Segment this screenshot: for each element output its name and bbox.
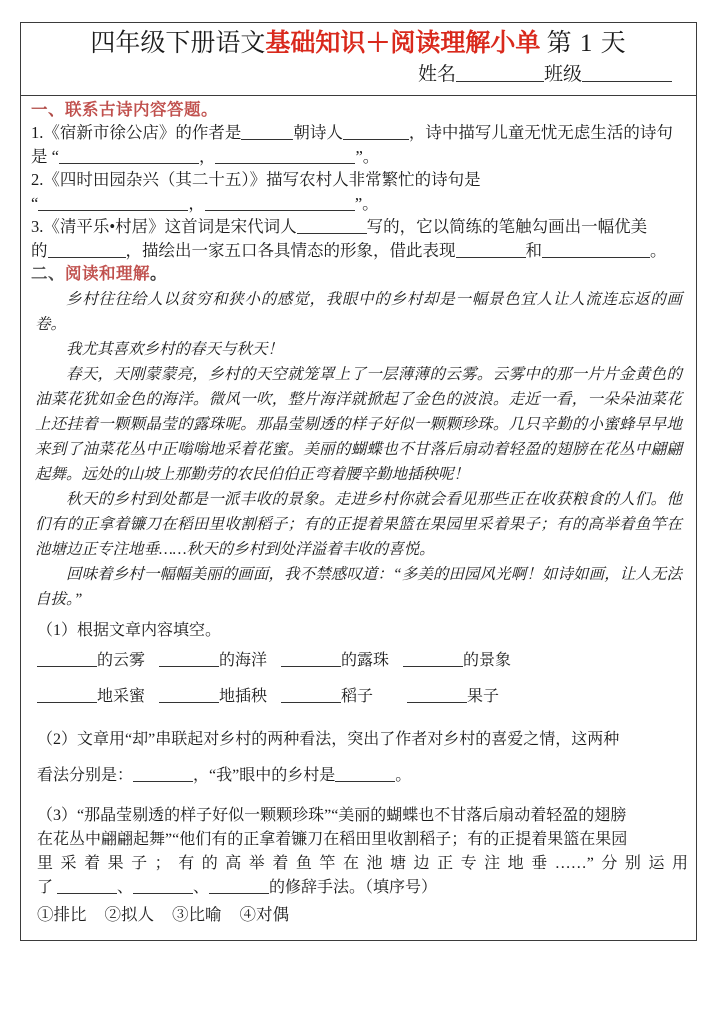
q1-text-a: 1.《宿新市徐公店》的作者是 <box>31 123 242 142</box>
header-cell <box>21 23 696 96</box>
fill-blank-6[interactable] <box>159 687 219 703</box>
class-input-line[interactable] <box>582 64 672 82</box>
fill-blank-7[interactable] <box>281 687 341 703</box>
q3-text-c: 的 <box>31 240 48 260</box>
section-1-number: 一、 <box>31 100 65 119</box>
q1-text-b: 朝诗人 <box>293 123 343 142</box>
section-1-question-2-cont <box>31 192 688 216</box>
fill-blank-1[interactable] <box>37 651 97 667</box>
class-label: 班级 <box>543 64 582 85</box>
q1-text-f: ”。 <box>355 146 380 166</box>
fill-label-2: 的海洋 <box>219 652 268 669</box>
sub-q3-blank-1[interactable] <box>57 878 117 894</box>
sub-q2-text-c: ，“我”眼中的乡村是 <box>193 767 336 784</box>
q1-blank-2[interactable] <box>343 124 409 140</box>
sub-q3-text-d: 了 <box>37 879 54 896</box>
sub-question-3 <box>37 804 688 828</box>
options-row <box>37 902 688 928</box>
sub-q3-text-a: （3）“那晶莹剔透的样子好似一颗颗珍珠”“美丽的蝴蝶也不甘落后扇动着轻盈的翅膀 <box>37 807 627 824</box>
q1-text-d: 是 “ <box>31 146 59 166</box>
title-day: 第 1 天 <box>546 30 627 57</box>
q1-text-e: ， <box>198 146 216 166</box>
sub-question-2-cont <box>37 758 688 794</box>
passage-paragraph: 秋天的乡村到处都是一派丰收的景象。走进乡村你就会看见那些正在收获粮食的人们。他们有的正拿着镰刀在稻田里收割稻子；有的正提着果篮在果园里采着果子；有的高举着鱼竿在池塘边正专注地垂……秋天的乡村到处洋溢着丰收的喜悦。 <box>35 491 682 558</box>
page-title <box>31 27 686 61</box>
sub-q3-text-g: 的修辞手法。（填序号） <box>269 879 438 896</box>
q3-blank-3[interactable] <box>456 242 526 258</box>
name-input-line[interactable] <box>456 64 544 82</box>
fill-label-8: 果子 <box>467 688 500 705</box>
title-highlight: 基础知识＋阅读理解小单 <box>265 30 541 57</box>
fill-blank-5[interactable] <box>37 687 97 703</box>
section-1-question-1-cont <box>31 145 688 169</box>
sub-q2-text-b: 看法分别是： <box>37 767 134 784</box>
fill-label-3: 的露珠 <box>341 652 390 669</box>
section-1-heading <box>31 99 688 121</box>
fill-label-7: 稻子 <box>341 688 374 705</box>
student-info-row <box>31 61 686 89</box>
section-2-title: 阅读和理解 <box>65 264 150 283</box>
section-2-number: 二、 <box>31 264 65 283</box>
option-2[interactable]: ②拟人 <box>104 905 154 924</box>
sub-question-2 <box>37 722 688 758</box>
fill-blank-8[interactable] <box>407 687 467 703</box>
q3-blank-2[interactable] <box>48 242 126 258</box>
fill-label-4: 的景象 <box>463 652 512 669</box>
passage-paragraph: 乡村往往给人以贫穷和狭小的感觉，我眼中的乡村却是一幅景色宜人让人流连忘返的画卷。 <box>35 291 682 333</box>
sub-q2-blank-2[interactable] <box>335 766 395 782</box>
fill-blank-4[interactable] <box>403 651 463 667</box>
sub-q3-text-f: 、 <box>193 879 210 896</box>
sub-q2-text-d: 。 <box>395 767 412 784</box>
q2-text-d: ”。 <box>354 193 379 213</box>
passage-paragraph: 我尤其喜欢乡村的春天与秋天！ <box>66 341 284 358</box>
passage-paragraph: 回味着乡村一幅幅美丽的画面，我不禁感叹道：“多美的田园风光啊！如诗如画，让人无法自拔。” <box>35 566 682 608</box>
sub-question-1-label: （1）根据文章内容填空。 <box>37 622 222 639</box>
sub-q3-text-e: 、 <box>117 879 134 896</box>
q3-blank-4[interactable] <box>542 242 650 258</box>
q3-text-b: 写的，它以简练的笔触勾画出一幅优美 <box>366 217 648 236</box>
section-1-title: 联系古诗内容答题。 <box>65 100 218 119</box>
option-3[interactable]: ③比喻 <box>172 905 222 924</box>
section-1-question-3 <box>31 215 688 239</box>
section-2-heading <box>31 263 688 285</box>
fill-label-5: 地采蜜 <box>97 688 146 705</box>
worksheet-frame <box>20 22 697 941</box>
option-4[interactable]: ④对偶 <box>239 905 289 924</box>
q2-text-c: ， <box>188 193 205 213</box>
sub-question-3-cont-3 <box>37 876 688 900</box>
sub-q3-blank-2[interactable] <box>133 878 193 894</box>
fill-row-1 <box>37 643 688 679</box>
section-2-period: 。 <box>150 264 167 283</box>
sub-question-3-cont-1 <box>37 828 688 852</box>
section-1-question-3-cont <box>31 239 688 263</box>
passage-paragraph: 春天，天刚蒙蒙亮，乡村的天空就笼罩上了一层薄薄的云雾。云雾中的那一片片金黄色的油菜花犹如金色的海洋。微风一吹，整片海洋就掀起了金色的波浪。走近一看，一朵朵油菜花上还挂着一颗颗晶莹的露珠呢。那晶莹剔透的样子好似一颗颗珍珠。几只辛勤的小蜜蜂早早地来到了油菜花丛中正嗡嗡地采着花蜜。美丽的蝴蝶也不甘落后扇动着轻盈的翅膀在花丛中翩翩起舞。远处的山坡上那勤劳的农民伯伯正弯着腰辛勤地插秧呢！ <box>35 366 682 483</box>
q1-blank-4[interactable] <box>215 148 355 164</box>
q2-text-a: 2.《四时田园杂兴（其二十五）》描写农村人非常繁忙的诗句是 <box>31 170 481 189</box>
name-label: 姓名 <box>417 64 456 85</box>
fill-label-1: 的云雾 <box>97 652 146 669</box>
q3-text-e: 和 <box>525 240 542 260</box>
sub-q3-text-b: 在花丛中翩翩起舞”“他们有的正拿着镰刀在稻田里收割稻子；有的正提着果篮在果园 <box>37 831 628 848</box>
sub-q2-blank-1[interactable] <box>133 766 193 782</box>
sub-q3-blank-3[interactable] <box>209 878 269 894</box>
fill-label-6: 地插秧 <box>219 688 268 705</box>
title-prefix: 四年级下册语文 <box>90 30 266 57</box>
fill-row-2 <box>37 679 688 715</box>
q3-text-d: ，描绘出一家五口各具情态的形象，借此表现 <box>125 240 456 260</box>
q2-blank-1[interactable] <box>38 195 188 211</box>
sub-q3-text-c: 里采着果子；有的高举着鱼竿在池塘边正专注地垂……”分别运用 <box>37 855 688 872</box>
fill-blank-2[interactable] <box>159 651 219 667</box>
q1-blank-3[interactable] <box>59 148 199 164</box>
sub-q2-text-a: （2）文章用“却”串联起对乡村的两种看法，突出了作者对乡村的喜爱之情，这两种 <box>37 731 620 748</box>
section-1-question-1 <box>31 121 688 145</box>
q1-text-c: ，诗中描写儿童无忧无虑生活的诗句 <box>408 123 673 142</box>
body-cell <box>21 96 696 940</box>
fill-blank-3[interactable] <box>281 651 341 667</box>
q1-blank-1[interactable] <box>241 124 293 140</box>
q2-blank-2[interactable] <box>205 195 355 211</box>
q3-text-f: 。 <box>650 240 667 260</box>
option-1[interactable]: ①排比 <box>37 905 87 924</box>
q2-text-b: “ <box>31 193 39 213</box>
section-1-question-2 <box>31 168 688 192</box>
sub-question-3-cont-2 <box>37 852 688 876</box>
q3-text-a: 3.《清平乐•村居》这首词是宋代词人 <box>31 217 297 236</box>
q3-blank-1[interactable] <box>297 218 367 234</box>
